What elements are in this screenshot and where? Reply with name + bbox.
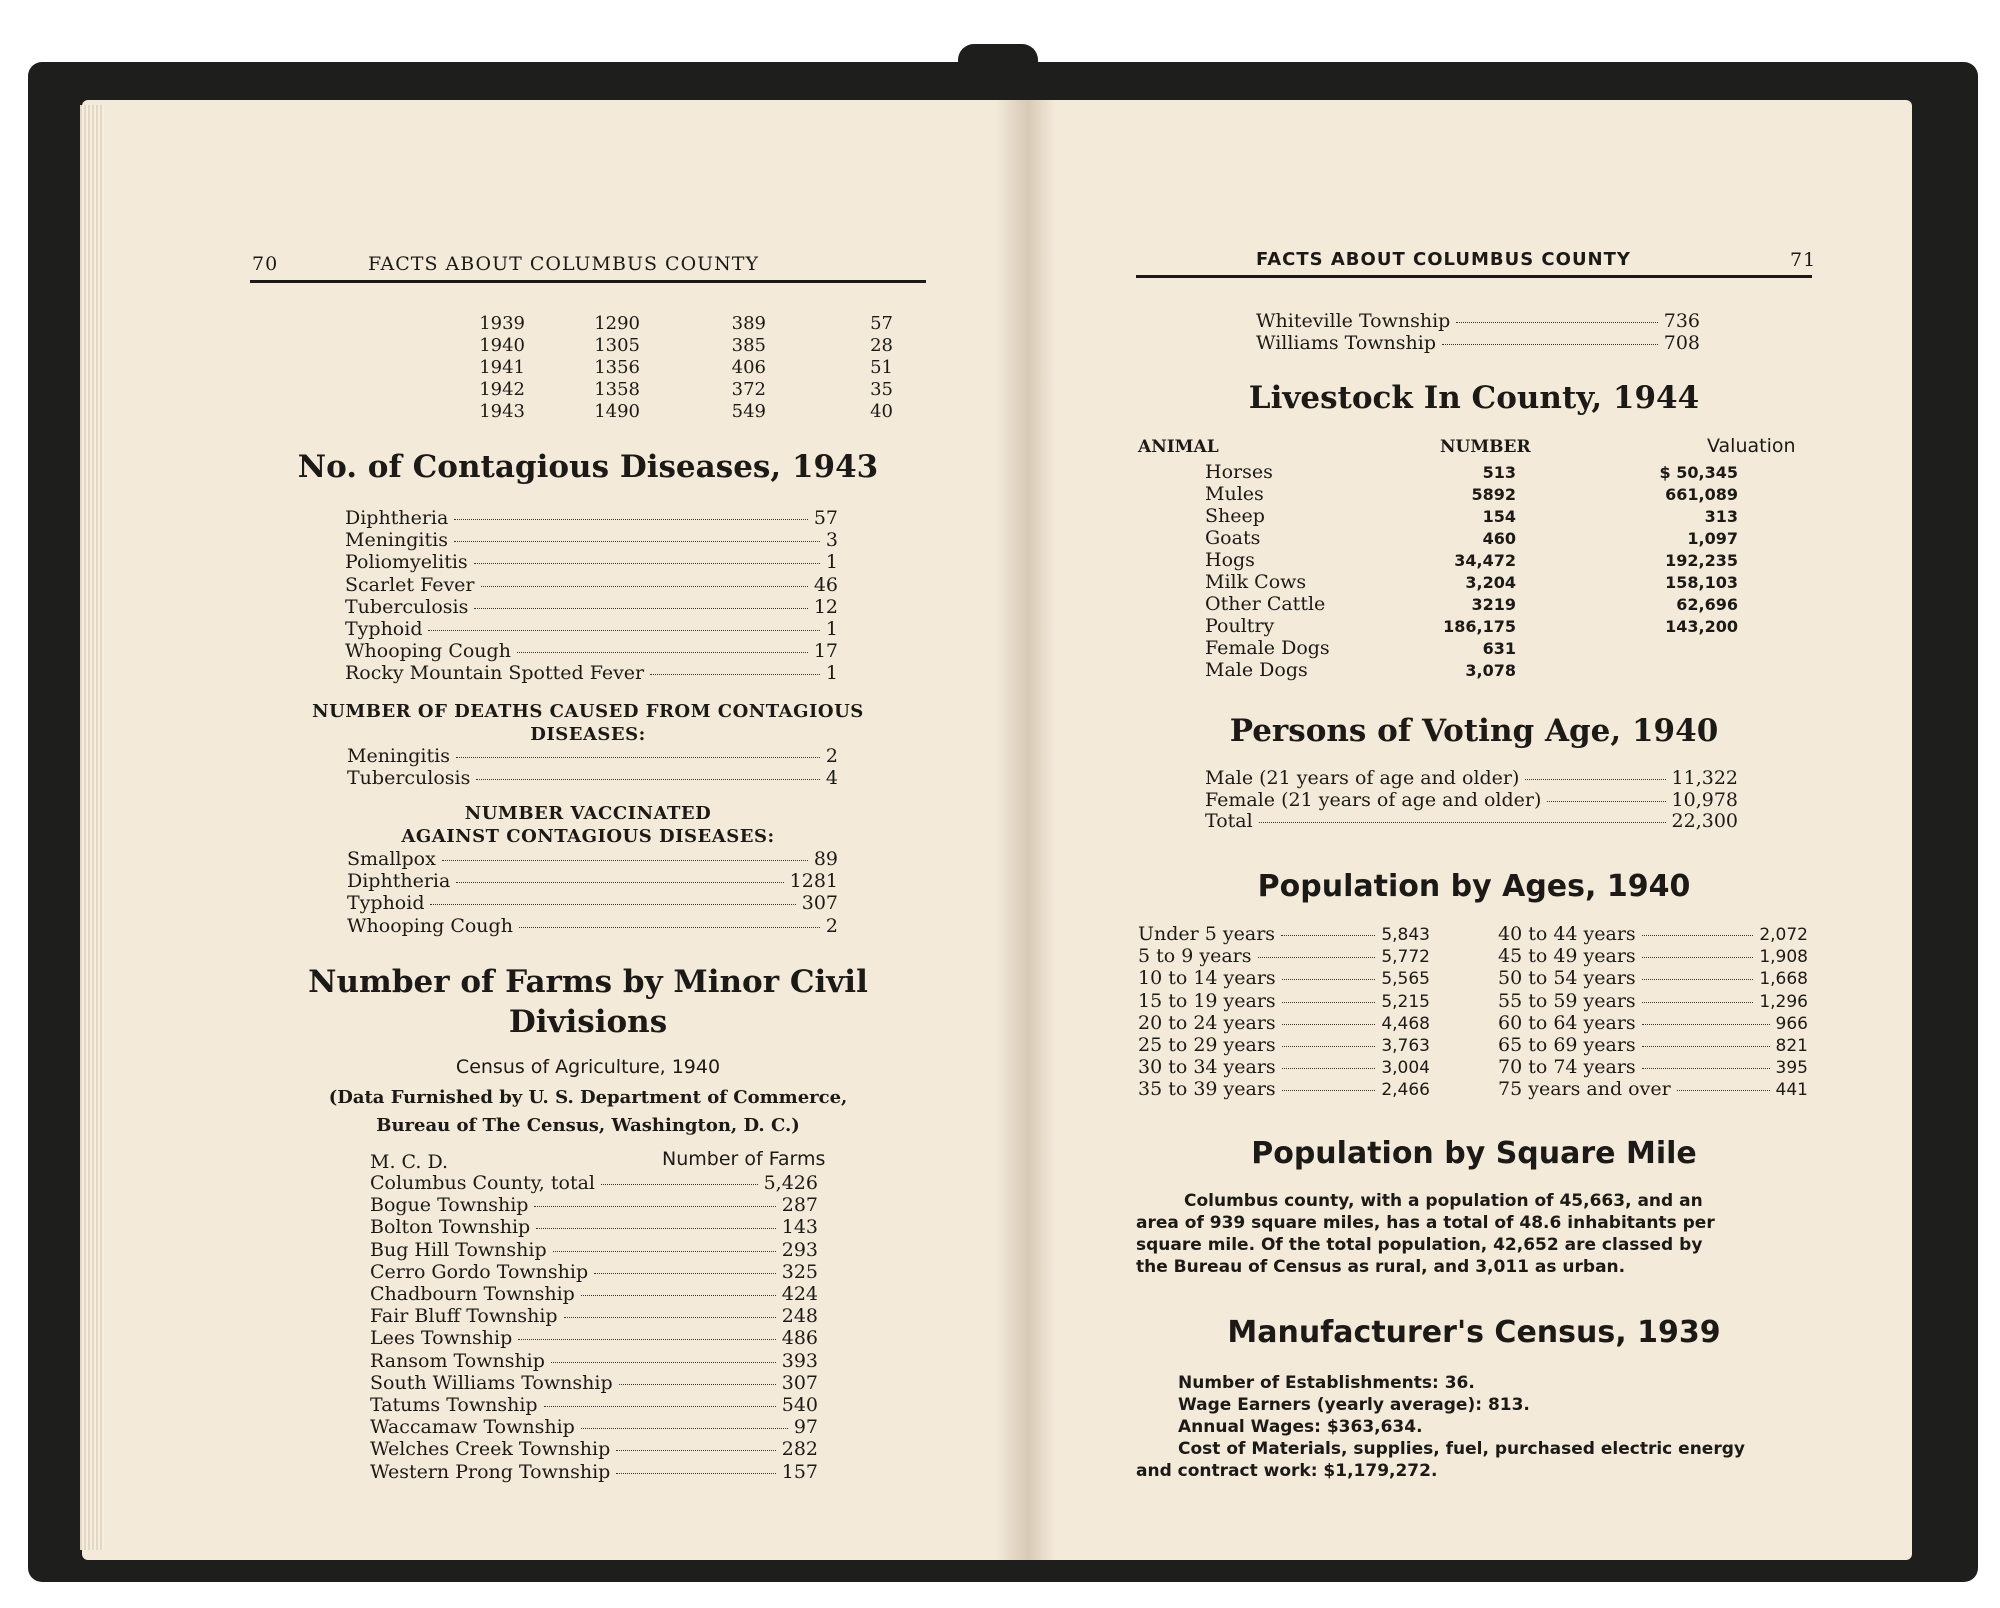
age-label: 5 to 9 years xyxy=(1138,945,1252,968)
leader-dots xyxy=(517,652,808,653)
square-mile-line1: Columbus county, with a population of 45,663, and an xyxy=(1184,1191,1703,1211)
age-value: 441 xyxy=(1775,1080,1808,1101)
item-value: 293 xyxy=(781,1238,818,1261)
list-item xyxy=(370,1239,818,1261)
livestock-number: 460 xyxy=(1482,529,1516,548)
livestock-valuation: $ 50,345 xyxy=(1659,463,1738,482)
manufacturers-line1: Number of Establishments: 36. xyxy=(1178,1373,1475,1393)
leader-dots xyxy=(1282,1046,1376,1047)
age-value: 395 xyxy=(1775,1058,1808,1079)
livestock-number: 3,078 xyxy=(1465,661,1516,680)
manufacturers-line5: and contract work: $1,179,272. xyxy=(1136,1461,1438,1481)
leader-dots xyxy=(581,1428,788,1429)
item-value: 393 xyxy=(781,1349,818,1372)
age-row xyxy=(1138,945,1430,967)
age-label: Under 5 years xyxy=(1138,923,1276,945)
item-value: 708 xyxy=(1663,332,1700,354)
leader-dots xyxy=(1282,1002,1376,1003)
list-item xyxy=(345,529,838,551)
list-item xyxy=(370,1350,818,1372)
year-table-cell: 1939 xyxy=(479,313,525,334)
item-value: 3 xyxy=(825,529,838,552)
list-item xyxy=(345,551,838,573)
leader-dots xyxy=(1282,1068,1376,1069)
deaths-title-line2: DISEASES: xyxy=(530,724,646,745)
age-label: 15 to 19 years xyxy=(1138,989,1276,1012)
item-value: 4 xyxy=(825,767,838,789)
age-value: 821 xyxy=(1775,1036,1808,1056)
age-label: 20 to 24 years xyxy=(1138,1011,1276,1034)
item-label: Diphtheria xyxy=(347,870,451,893)
leader-dots xyxy=(1456,322,1657,323)
list-item xyxy=(347,745,838,767)
item-label: Fair Bluff Township xyxy=(370,1305,558,1328)
leader-dots xyxy=(1642,1002,1754,1003)
item-value: 22,300 xyxy=(1671,810,1738,832)
year-table-cell: 51 xyxy=(870,357,893,378)
item-label: Total xyxy=(1205,810,1253,832)
leader-dots xyxy=(1525,779,1665,780)
list-item xyxy=(370,1216,818,1238)
item-value: 97 xyxy=(793,1416,818,1439)
item-label: Western Prong Township xyxy=(370,1460,611,1483)
age-value: 1,668 xyxy=(1759,969,1808,990)
leader-dots xyxy=(1642,957,1754,958)
leader-dots xyxy=(428,630,819,631)
livestock-number: 5892 xyxy=(1471,485,1516,504)
age-row xyxy=(1498,1078,1808,1100)
item-label: South Williams Township xyxy=(370,1371,613,1394)
manufacturers-title: Manufacturer's Census, 1939 xyxy=(1227,1315,1721,1350)
age-value: 4,468 xyxy=(1381,1013,1430,1034)
age-row xyxy=(1498,967,1808,989)
leader-dots xyxy=(474,608,807,609)
item-label: Tatums Township xyxy=(370,1394,538,1416)
leader-dots xyxy=(474,563,820,564)
leader-dots xyxy=(456,882,783,883)
age-label: 70 to 74 years xyxy=(1498,1056,1636,1079)
left-running-head: FACTS ABOUT COLUMBUS COUNTY xyxy=(368,253,760,275)
farms-title-line1: Number of Farms by Minor Civil xyxy=(308,964,868,1000)
leader-dots xyxy=(1281,935,1375,936)
year-table-cell: 1941 xyxy=(479,357,525,378)
item-label: Poliomyelitis xyxy=(345,551,468,574)
item-label: Lees Township xyxy=(370,1327,513,1350)
leader-dots xyxy=(1642,1024,1770,1025)
item-value: 2 xyxy=(825,745,838,767)
leader-dots xyxy=(1282,979,1376,980)
item-label: Waccamaw Township xyxy=(370,1416,575,1439)
age-label: 25 to 29 years xyxy=(1138,1034,1276,1056)
age-label: 55 to 59 years xyxy=(1498,989,1636,1012)
right-header-rule xyxy=(1136,275,1812,278)
livestock-number: 34,472 xyxy=(1454,551,1516,570)
item-label: Smallpox xyxy=(347,848,436,870)
square-mile-line2: area of 939 square miles, has a total of 48.6 inhabitants per xyxy=(1136,1213,1715,1233)
livestock-number: 513 xyxy=(1482,463,1516,482)
leader-dots xyxy=(564,1317,776,1318)
livestock-animal: Other Cattle xyxy=(1205,593,1326,615)
item-label: Ransom Township xyxy=(370,1349,545,1372)
livestock-valuation: 661,089 xyxy=(1665,485,1738,504)
list-item xyxy=(347,870,838,892)
item-label: Typhoid xyxy=(347,892,425,915)
livestock-number: 3219 xyxy=(1471,595,1516,614)
list-item xyxy=(347,892,838,914)
list-item xyxy=(345,618,838,640)
livestock-valuation: 143,200 xyxy=(1665,617,1738,636)
item-value: 1 xyxy=(825,551,838,574)
right-running-head: FACTS ABOUT COLUMBUS COUNTY xyxy=(1256,249,1631,270)
square-mile-paragraph xyxy=(1136,1190,1812,1278)
age-label: 60 to 64 years xyxy=(1498,1011,1636,1034)
list-item xyxy=(370,1416,818,1438)
leader-dots xyxy=(536,1228,776,1229)
farms-source-line1: (Data Furnished by U. S. Department of Commerce, xyxy=(328,1087,848,1108)
age-row xyxy=(1498,1012,1808,1034)
item-value: 143 xyxy=(781,1216,818,1239)
page-edges xyxy=(80,105,104,1550)
item-label: Diphtheria xyxy=(345,507,449,529)
item-value: 325 xyxy=(781,1260,818,1283)
list-item xyxy=(345,507,838,529)
list-item xyxy=(370,1461,818,1483)
item-value: 46 xyxy=(813,573,838,596)
leader-dots xyxy=(1642,1068,1770,1069)
voting-title: Persons of Voting Age, 1940 xyxy=(1229,713,1719,749)
item-label: Welches Creek Township xyxy=(370,1438,611,1461)
leader-dots xyxy=(619,1384,776,1385)
right-page-number: 71 xyxy=(1790,249,1817,271)
item-label: Meningitis xyxy=(345,529,448,552)
leader-dots xyxy=(1642,935,1754,936)
livestock-valuation: 313 xyxy=(1704,507,1738,526)
age-row xyxy=(1138,923,1430,945)
farms-subtitle: Census of Agriculture, 1940 xyxy=(455,1056,721,1078)
year-table-cell: 57 xyxy=(870,313,893,334)
list-item xyxy=(345,574,838,596)
age-value: 5,843 xyxy=(1381,925,1430,945)
year-table-cell: 1356 xyxy=(594,357,640,378)
year-table-cell: 40 xyxy=(870,401,893,422)
item-value: 424 xyxy=(781,1283,818,1305)
leader-dots xyxy=(1282,1024,1376,1025)
item-label: Whiteville Township xyxy=(1256,310,1451,332)
list-item xyxy=(370,1305,818,1327)
age-row xyxy=(1498,923,1808,945)
item-label: Rocky Mountain Spotted Fever xyxy=(345,662,645,685)
item-label: Female (21 years of age and older) xyxy=(1205,788,1542,811)
livestock-number: 631 xyxy=(1482,639,1516,658)
age-row xyxy=(1138,1034,1430,1056)
deaths-title-line1: NUMBER OF DEATHS CAUSED FROM CONTAGIOUS xyxy=(312,701,864,722)
item-value: 1281 xyxy=(789,870,838,893)
list-item xyxy=(370,1394,818,1416)
leader-dots xyxy=(476,779,820,780)
leader-dots xyxy=(1282,1090,1376,1091)
list-item xyxy=(347,848,838,870)
manufacturers-line4: Cost of Materials, supplies, fuel, purchased electric energy xyxy=(1178,1439,1745,1459)
list-item xyxy=(370,1172,818,1194)
farms-title-line2: Divisions xyxy=(508,1004,668,1040)
item-value: 736 xyxy=(1663,310,1700,332)
list-item xyxy=(345,596,838,618)
livestock-valuation: 1,097 xyxy=(1687,529,1738,548)
farms-source-line2: Bureau of The Census, Washington, D. C.) xyxy=(376,1115,800,1136)
age-row xyxy=(1498,1056,1808,1078)
item-label: Tuberculosis xyxy=(347,767,471,789)
age-value: 1,908 xyxy=(1759,947,1808,968)
item-value: 307 xyxy=(781,1371,818,1394)
year-table-cell: 1305 xyxy=(594,335,640,356)
age-value: 5,772 xyxy=(1381,947,1430,968)
age-label: 45 to 49 years xyxy=(1498,945,1636,968)
leader-dots xyxy=(1442,344,1658,345)
leader-dots xyxy=(650,674,820,675)
list-item xyxy=(345,640,838,662)
manufacturers-paragraph xyxy=(1136,1372,1812,1482)
list-item xyxy=(370,1261,818,1283)
item-value: 486 xyxy=(781,1327,818,1350)
item-value: 57 xyxy=(813,507,838,529)
year-table-cell: 549 xyxy=(731,401,766,422)
farms-col-mcd: M. C. D. xyxy=(370,1151,449,1173)
item-label: Chadbourn Township xyxy=(370,1283,575,1305)
list-item xyxy=(370,1327,818,1349)
item-value: 10,978 xyxy=(1671,788,1738,811)
list-item xyxy=(370,1283,818,1305)
leader-dots xyxy=(1547,801,1665,802)
left-page-number: 70 xyxy=(252,253,279,275)
item-label: Typhoid xyxy=(345,618,423,640)
livestock-animal: Male Dogs xyxy=(1205,659,1308,681)
book-gutter xyxy=(995,100,1055,1560)
leader-dots xyxy=(519,927,820,928)
item-label: Meningitis xyxy=(347,745,450,767)
livestock-valuation: 62,696 xyxy=(1676,595,1738,614)
age-label: 50 to 54 years xyxy=(1498,967,1636,990)
year-table-cell: 1942 xyxy=(479,379,525,400)
livestock-animal: Goats xyxy=(1205,527,1261,549)
item-value: 1 xyxy=(825,662,838,685)
leader-dots xyxy=(551,1362,776,1363)
age-value: 2,466 xyxy=(1381,1080,1430,1101)
year-table-cell: 1490 xyxy=(594,401,640,422)
leader-dots xyxy=(544,1406,776,1407)
age-row xyxy=(1498,1034,1808,1056)
leader-dots xyxy=(442,860,808,861)
leader-dots xyxy=(456,757,820,758)
age-label: 40 to 44 years xyxy=(1498,923,1636,945)
leader-dots xyxy=(581,1295,776,1296)
livestock-animal: Hogs xyxy=(1205,549,1255,571)
age-row xyxy=(1138,990,1430,1012)
year-table-cell: 1290 xyxy=(594,313,640,334)
age-value: 1,296 xyxy=(1759,991,1808,1012)
age-row xyxy=(1498,990,1808,1012)
item-value: 157 xyxy=(781,1460,818,1483)
item-value: 5,426 xyxy=(763,1172,818,1194)
vaccinated-title-line1: NUMBER VACCINATED xyxy=(464,803,712,824)
item-label: Tuberculosis xyxy=(345,595,469,618)
leader-dots xyxy=(594,1273,776,1274)
year-table-cell: 1358 xyxy=(594,379,640,400)
item-label: Whooping Cough xyxy=(347,914,513,937)
age-label: 65 to 69 years xyxy=(1498,1034,1636,1056)
list-item xyxy=(1205,767,1738,789)
leader-dots xyxy=(481,586,808,587)
manufacturers-line3: Annual Wages: $363,634. xyxy=(1178,1417,1423,1437)
left-header-rule xyxy=(250,280,926,283)
leader-dots xyxy=(430,904,795,905)
age-value: 3,004 xyxy=(1381,1058,1430,1079)
item-label: Williams Township xyxy=(1256,332,1436,354)
manufacturers-line2: Wage Earners (yearly average): 813. xyxy=(1178,1395,1530,1415)
leader-dots xyxy=(1642,1046,1770,1047)
livestock-animal: Sheep xyxy=(1205,505,1265,527)
year-table-cell: 372 xyxy=(731,379,766,400)
vaccinated-title-line2: AGAINST CONTAGIOUS DISEASES: xyxy=(401,826,775,847)
leader-dots xyxy=(1259,822,1666,823)
leader-dots xyxy=(534,1206,775,1207)
livestock-number: 154 xyxy=(1482,507,1516,526)
farms-title xyxy=(250,962,926,1042)
age-value: 5,565 xyxy=(1381,969,1430,990)
item-value: 540 xyxy=(781,1394,818,1416)
item-value: 287 xyxy=(781,1194,818,1217)
age-row xyxy=(1138,967,1430,989)
livestock-title: Livestock In County, 1944 xyxy=(1248,380,1700,416)
leader-dots xyxy=(616,1450,775,1451)
leader-dots xyxy=(553,1251,776,1252)
leader-dots xyxy=(1677,1090,1770,1091)
item-label: Bogue Township xyxy=(370,1194,529,1217)
list-item xyxy=(347,767,838,789)
list-item xyxy=(347,915,838,937)
list-item xyxy=(370,1372,818,1394)
item-label: Columbus County, total xyxy=(370,1172,595,1194)
item-value: 89 xyxy=(813,848,838,870)
year-table-cell: 406 xyxy=(731,357,766,378)
square-mile-line4: the Bureau of Census as rural, and 3,011 as urban. xyxy=(1136,1257,1626,1277)
item-label: Bolton Township xyxy=(370,1216,531,1239)
year-table-cell: 1943 xyxy=(479,401,525,422)
age-row xyxy=(1138,1078,1430,1100)
year-table-cell: 385 xyxy=(731,335,766,356)
livestock-number: 3,204 xyxy=(1465,573,1516,592)
list-item xyxy=(1205,789,1738,811)
livestock-animal: Mules xyxy=(1205,483,1264,505)
age-row xyxy=(1138,1012,1430,1034)
livestock-number: 186,175 xyxy=(1443,617,1516,636)
item-value: 1 xyxy=(825,618,838,640)
age-value: 966 xyxy=(1775,1013,1808,1034)
year-table-cell: 389 xyxy=(731,313,766,334)
list-item xyxy=(1256,332,1700,354)
leader-dots xyxy=(601,1184,758,1185)
vaccinated-title xyxy=(250,802,926,848)
age-label: 30 to 34 years xyxy=(1138,1056,1276,1079)
leader-dots xyxy=(1642,979,1754,980)
livestock-valuation: 192,235 xyxy=(1665,551,1738,570)
contagious-title: No. of Contagious Diseases, 1943 xyxy=(297,449,879,485)
list-item xyxy=(370,1438,818,1460)
livestock-animal: Poultry xyxy=(1205,615,1275,637)
age-label: 75 years and over xyxy=(1498,1078,1671,1101)
livestock-col-number: NUMBER xyxy=(1440,437,1531,457)
list-item xyxy=(1205,810,1738,832)
square-mile-title: Population by Square Mile xyxy=(1251,1136,1697,1171)
square-mile-line3: square mile. Of the total population, 42,652 are classed by xyxy=(1136,1235,1703,1255)
item-value: 11,322 xyxy=(1671,767,1738,789)
item-value: 12 xyxy=(813,595,838,618)
year-table-cell: 28 xyxy=(870,335,893,356)
age-value: 5,215 xyxy=(1381,991,1430,1012)
leader-dots xyxy=(1258,957,1376,958)
leader-dots xyxy=(454,519,808,520)
livestock-animal: Female Dogs xyxy=(1205,637,1330,659)
leader-dots xyxy=(518,1339,775,1340)
ages-title: Population by Ages, 1940 xyxy=(1257,869,1691,904)
item-value: 282 xyxy=(781,1438,818,1461)
year-table-cell: 35 xyxy=(870,379,893,400)
livestock-valuation: 158,103 xyxy=(1665,573,1738,592)
deaths-title xyxy=(250,700,926,746)
list-item xyxy=(345,662,838,684)
farms-source xyxy=(250,1084,926,1140)
item-value: 2 xyxy=(825,914,838,937)
age-row xyxy=(1138,1056,1430,1078)
leader-dots xyxy=(454,541,820,542)
livestock-col-valuation: Valuation xyxy=(1707,435,1796,457)
item-value: 307 xyxy=(801,892,838,915)
year-table-cell: 1940 xyxy=(479,335,525,356)
age-value: 2,072 xyxy=(1759,925,1808,945)
age-value: 3,763 xyxy=(1381,1036,1430,1056)
item-value: 17 xyxy=(813,640,838,663)
age-label: 35 to 39 years xyxy=(1138,1078,1276,1101)
leader-dots xyxy=(616,1473,775,1474)
item-label: Whooping Cough xyxy=(345,640,511,663)
livestock-animal: Milk Cows xyxy=(1205,571,1307,593)
list-item xyxy=(370,1194,818,1216)
list-item xyxy=(1256,310,1700,332)
item-label: Male (21 years of age and older) xyxy=(1205,767,1520,789)
item-label: Cerro Gordo Township xyxy=(370,1260,589,1283)
livestock-col-animal: ANIMAL xyxy=(1138,437,1219,457)
item-label: Bug Hill Township xyxy=(370,1238,547,1261)
livestock-animal: Horses xyxy=(1205,461,1273,483)
age-row xyxy=(1498,945,1808,967)
farms-col-number: Number of Farms xyxy=(662,1148,826,1170)
item-value: 248 xyxy=(781,1305,818,1328)
age-label: 10 to 14 years xyxy=(1138,967,1276,990)
item-label: Scarlet Fever xyxy=(345,573,475,596)
